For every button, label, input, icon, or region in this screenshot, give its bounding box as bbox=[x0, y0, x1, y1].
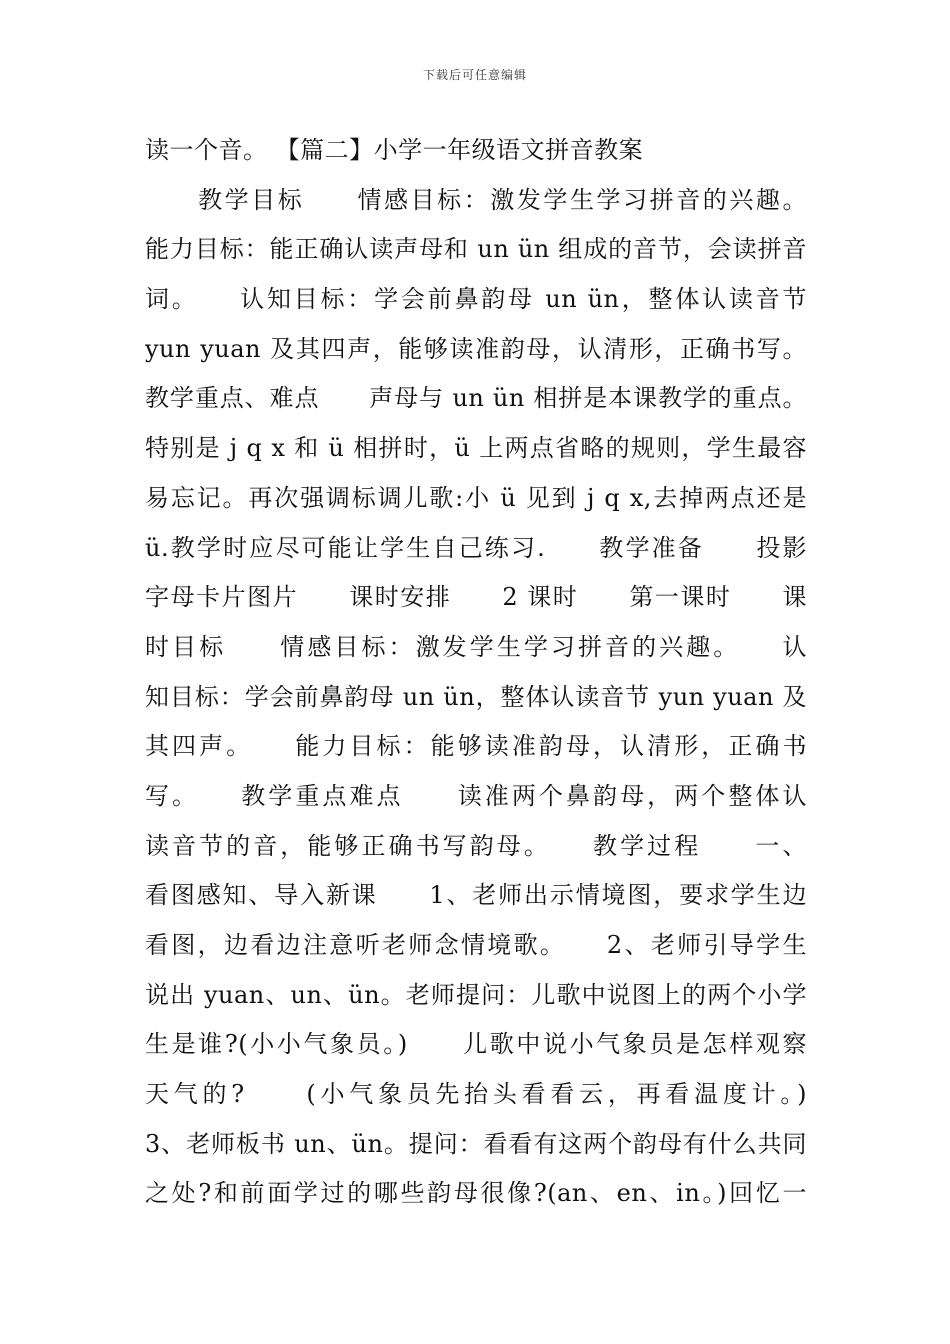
text-line: 易忘记。再次强调标调儿歌:小 ü 见到 j q x,去掉两点还是 bbox=[145, 483, 807, 512]
text-line: 看图，边看边注意听老师念情境歌。 2、老师引导学生 bbox=[145, 931, 807, 959]
text-line: 其四声。 能力目标：能够读准韵母，认清形，正确书 bbox=[145, 732, 807, 761]
text-line: yun yuan 及其四声，能够读准韵母，认清形，正确书写。 bbox=[145, 334, 807, 363]
text-line: 天气的? (小气象员先抬头看看云，再看温度计。) bbox=[145, 1080, 807, 1109]
text-line: 生是谁?(小小气象员。) 儿歌中说小气象员是怎样观察 bbox=[145, 1030, 807, 1059]
text-line: 写。 教学重点难点 读准两个鼻韵母，两个整体认 bbox=[145, 781, 807, 810]
text-line: 词。 认知目标：学会前鼻韵母 un ün，整体认读音节 bbox=[145, 285, 807, 314]
text-line: 特别是 j q x 和 ü 相拼时，ü 上两点省略的规则，学生最容 bbox=[145, 434, 807, 463]
text-line: 读音节的音，能够正确书写韵母。 教学过程 一、 bbox=[145, 831, 807, 860]
text-line: 说出 yuan、un、ün。老师提问：儿歌中说图上的两个小学 bbox=[145, 980, 807, 1009]
text-line: 字母卡片图片 课时安排 2 课时 第一课时 课 bbox=[145, 583, 807, 612]
text-line: 教学目标 情感目标：激发学生学习拼音的兴趣。 bbox=[145, 185, 807, 214]
text-line: 能力目标：能正确认读声母和 un ün 组成的音节，会读拼音 bbox=[145, 235, 807, 264]
document-body bbox=[145, 126, 807, 1219]
text-line: 时目标 情感目标：激发学生学习拼音的兴趣。 认 bbox=[145, 632, 807, 661]
page-header-note: 下载后可任意编辑 bbox=[422, 68, 527, 82]
text-line: ü.教学时应尽可能让学生自己练习. 教学准备 投影 bbox=[145, 533, 807, 562]
text-line: 3、老师板书 un、ün。提问：看看有这两个韵母有什么共同 bbox=[145, 1129, 807, 1158]
text-line: 知目标：学会前鼻韵母 un ün，整体认读音节 yun yuan 及 bbox=[145, 682, 807, 711]
text-line: 教学重点、难点 声母与 un ün 相拼是本课教学的重点。 bbox=[145, 384, 807, 413]
text-line: 之处?和前面学过的哪些韵母很像?(an、en、in。)回忆一 bbox=[145, 1179, 807, 1208]
text-line: 读一个音。 【篇二】小学一年级语文拼音教案 bbox=[145, 136, 644, 164]
text-line: 看图感知、导入新课 1、老师出示情境图，要求学生边 bbox=[145, 881, 807, 910]
